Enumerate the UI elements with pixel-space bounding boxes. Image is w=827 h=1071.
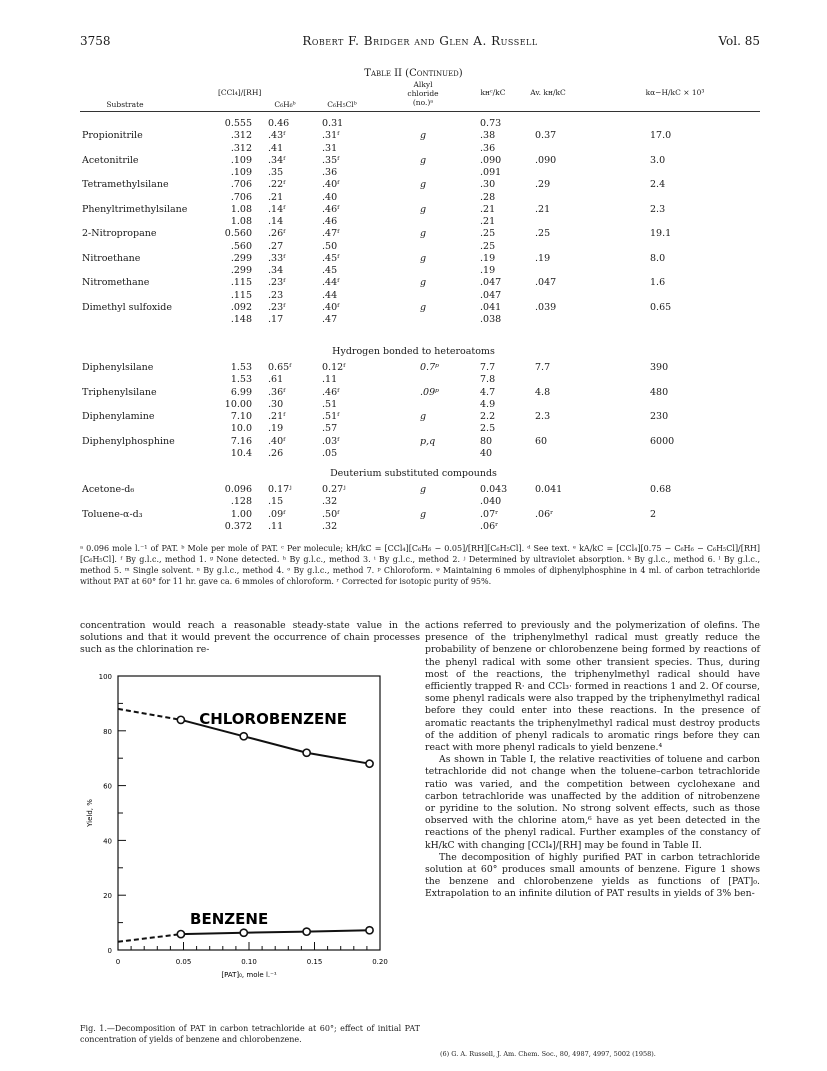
table-cell-ccl4: 10.0 xyxy=(230,423,252,435)
table-cell-ccl4: .115 xyxy=(230,277,252,289)
table-cell-av: 0.041 xyxy=(535,484,563,495)
table-cell-c6h6: .43ᶠ xyxy=(268,130,286,142)
table-cell-c6h6: .33ᶠ xyxy=(268,252,286,264)
table-rule xyxy=(80,111,760,112)
table-cell-ccl4: 1.08 xyxy=(230,203,252,215)
header-av: Av. kʜ/kC xyxy=(530,88,566,97)
table-cell-ka: 2.4 xyxy=(650,179,666,191)
table-cell-ccl4: .312 xyxy=(230,142,252,154)
table-cell-sub: Toluene-α-d₃ xyxy=(82,508,143,520)
table-cell-alk: g xyxy=(420,277,427,289)
table-cell-alk: p,q xyxy=(420,435,436,447)
table-cell-c6h6: .11 xyxy=(268,520,284,532)
data-point xyxy=(240,733,247,740)
table-cell-kh: 7.8 xyxy=(480,374,496,386)
paragraph-3: The decomposition of highly purified PAT in carbon tetrachloride solution at 60° produces small amounts of benzene. Figure 1 shows the benzene and chlorobenzene yields as functions of [PAT]₀. Extrapolation to an infinite dilution of PAT results in yields of 3% ben- xyxy=(425,851,760,900)
x-tick-label: 0 xyxy=(115,958,121,966)
table-cell-ka: 230 xyxy=(650,411,669,422)
table-cell-ccl4: 1.00 xyxy=(230,508,252,520)
table-cell-cl: .31 xyxy=(322,142,338,154)
table-cell-sub: Dimethyl sulfoxide xyxy=(82,301,173,313)
table-cell-kh: .25 xyxy=(480,240,496,252)
table-cell-ccl4: 1.08 xyxy=(230,216,252,227)
table-cell-ka: 0.68 xyxy=(650,484,672,495)
table-cell-cl: .05 xyxy=(322,447,338,459)
table-cell-alk: g xyxy=(420,301,427,313)
series-label: CHLOROBENZENE xyxy=(199,709,348,728)
table-cell-kh: 4.7 xyxy=(480,386,496,398)
table-cell-kh: .091 xyxy=(480,167,502,178)
table-cell-c6h6: .35 xyxy=(268,167,284,178)
table-cell-ka: 480 xyxy=(650,386,669,398)
table-cell-ccl4: .299 xyxy=(230,252,252,264)
table-cell-ka: 6000 xyxy=(650,435,675,447)
table-cell-cl: .45 xyxy=(322,265,338,276)
table-cell-ccl4: .148 xyxy=(230,314,252,325)
table-cell-cl: .46 xyxy=(322,216,338,227)
table-cell-c6h6: 0.65ᶠ xyxy=(268,362,292,373)
table-cell-c6h6: .19 xyxy=(268,423,284,435)
table-cell-kh: .047 xyxy=(480,277,502,289)
table-cell-ccl4: 0.096 xyxy=(224,484,252,495)
table-cell-kh: 4.9 xyxy=(480,398,496,410)
table-cell-sub: Triphenylsilane xyxy=(82,386,157,398)
table-cell-cl: .11 xyxy=(322,374,338,386)
table-cell-ccl4: 0.555 xyxy=(224,118,252,129)
table-cell-sub: Diphenylsilane xyxy=(82,362,154,373)
x-tick-label: 0.10 xyxy=(241,958,257,966)
data-point xyxy=(177,716,184,723)
header-ccl4-rh: [CCl₄]/[RH] xyxy=(218,88,262,97)
table-cell-cl: .31ᶠ xyxy=(322,130,340,142)
table-cell-ccl4: 7.16 xyxy=(230,435,252,447)
table-cell-kh: .28 xyxy=(480,191,496,203)
table-cell-kh: 80 xyxy=(480,435,493,447)
table-cell-kh: 40 xyxy=(480,447,493,459)
data-point xyxy=(177,931,184,938)
table-cell-c6h6: .21ᶠ xyxy=(268,411,286,422)
table-cell-c6h6: .09ᶠ xyxy=(268,508,286,520)
data-point xyxy=(366,927,373,934)
table-cell-kh: .07ʳ xyxy=(480,508,499,520)
data-point xyxy=(366,760,373,767)
table-cell-ccl4: .299 xyxy=(230,265,252,276)
header-substrate: Substrate xyxy=(106,100,144,109)
table-cell-ccl4: 10.4 xyxy=(230,447,252,459)
y-tick-label: 100 xyxy=(98,673,112,681)
table-cell-c6h6: .21 xyxy=(268,191,284,203)
x-tick-label: 0.05 xyxy=(175,958,192,966)
table-cell-ccl4: 6.99 xyxy=(230,386,252,398)
table-cell-c6h6: .26 xyxy=(268,447,284,459)
table-cell-ccl4: 7.10 xyxy=(230,411,252,422)
table-cell-c6h6: .23ᶠ xyxy=(268,301,286,313)
table-cell-ccl4: .560 xyxy=(230,240,252,252)
table-cell-ccl4: .115 xyxy=(230,289,252,301)
table-cell-c6h6: .36ᶠ xyxy=(268,386,286,398)
table-cell-alk: g xyxy=(420,154,427,166)
figure-caption: Fig. 1.—Decomposition of PAT in carbon tetrachloride at 60°; effect of initial PAT concentration of yields of benzene and chlorobenzene. xyxy=(80,1024,420,1044)
table-cell-kh: 2.5 xyxy=(480,423,496,435)
table-cell-sub: Diphenylamine xyxy=(82,411,155,422)
table-cell-c6h6: .61 xyxy=(268,374,284,386)
table-cell-av: .047 xyxy=(535,277,557,289)
table-cell-ccl4: .706 xyxy=(230,191,252,203)
table-cell-cl: .51ᶠ xyxy=(322,411,340,422)
table-cell-av: 0.37 xyxy=(535,130,557,142)
table-cell-cl: .47 xyxy=(322,314,338,325)
table-cell-c6h6: .22ᶠ xyxy=(268,179,286,191)
paragraph-1: actions referred to previously and the polymerization of olefins. The presence of the triphenylmethyl radical must greatly reduce the probability of benzene or chlorobenzene being formed by reactions of the phenyl radical with some other transient species. Thus, during most of the reactions, the triphenylmethyl radical should have efficiently trapped R· and CCl₃· formed in reactions 1 and 2. Of course, some phenyl radicals were also trapped by the triphenylmethyl radical before they could enter into these reactions. In the presence of aromatic reactants the triphenylmethyl radical must destroy products of the addition of phenyl radicals to aromatic rings before they can react with more phenyl radicals to yield benzene.⁴ xyxy=(425,620,760,754)
running-authors: Robert F. Bridger and Glen A. Russell xyxy=(302,34,538,48)
section-deuterium: Deuterium substituted compounds xyxy=(330,468,497,479)
table-cell-c6h6: 0.46 xyxy=(268,118,290,129)
y-tick-label: 40 xyxy=(103,837,112,846)
table-cell-ccl4: .092 xyxy=(230,301,252,313)
table-cell-ccl4: 0.372 xyxy=(224,520,252,532)
table-cell-kh: 0.043 xyxy=(480,484,508,495)
data-point xyxy=(303,749,310,756)
table-cell-ccl4: .109 xyxy=(230,154,252,166)
table-cell-ka: 1.6 xyxy=(650,277,666,289)
data-point xyxy=(240,929,247,936)
table-cell-ka: 2 xyxy=(650,508,657,520)
table-cell-alk: 0.7ᵖ xyxy=(420,362,439,373)
table-cell-ccl4: .706 xyxy=(230,179,252,191)
table-cell-c6h6: .14 xyxy=(268,216,284,227)
table-cell-kh: .30 xyxy=(480,179,496,191)
header-alkyl: Alkyl chloride (no.)ᵃ xyxy=(407,80,439,107)
series-line xyxy=(181,930,370,934)
table-cell-c6h6: .15 xyxy=(268,496,284,508)
table-cell-alk: g xyxy=(420,508,427,520)
table-cell-ccl4: .128 xyxy=(230,496,252,508)
page-number: 3758 xyxy=(80,34,111,48)
table-cell-cl: .44ᶠ xyxy=(322,277,340,289)
data-point xyxy=(303,928,310,935)
table-cell-ka: 17.0 xyxy=(650,130,672,142)
table-cell-cl: .45ᶠ xyxy=(322,252,340,264)
table-cell-kh: .21 xyxy=(480,203,496,215)
x-tick-label: 0.20 xyxy=(372,958,388,966)
table-cell-ka: 8.0 xyxy=(650,252,666,264)
y-tick-label: 20 xyxy=(103,892,112,901)
table-cell-ccl4: 1.53 xyxy=(230,362,252,373)
table-cell-ccl4: 10.00 xyxy=(224,398,252,410)
table-cell-c6h6: .23 xyxy=(268,289,284,301)
table-cell-sub: Propionitrile xyxy=(82,130,143,142)
table-cell-av: 7.7 xyxy=(535,362,551,373)
volume-label: Vol. 85 xyxy=(718,34,760,48)
table-cell-ka: 390 xyxy=(650,362,669,373)
table-cell-c6h6: .34ᶠ xyxy=(268,154,286,166)
table-cell-sub: Acetonitrile xyxy=(82,154,139,166)
table-cell-ka: 19.1 xyxy=(650,228,672,240)
table-cell-cl: .35ᶠ xyxy=(322,154,340,166)
table-cell-cl: .03ᶠ xyxy=(322,435,340,447)
table-cell-kh: .19 xyxy=(480,252,496,264)
page-header xyxy=(80,34,760,54)
extrapolation-line xyxy=(118,709,181,720)
table-cell-cl: .51 xyxy=(322,398,338,410)
table-cell-cl: .50ᶠ xyxy=(322,508,340,520)
table-cell-kh: .06ʳ xyxy=(480,520,499,532)
extrapolation-line xyxy=(118,934,181,942)
table-cell-kh: .038 xyxy=(480,314,502,325)
table-cell-cl: .40ᶠ xyxy=(322,179,340,191)
series-label: BENZENE xyxy=(190,910,269,929)
table-cell-alk: .09ᵖ xyxy=(420,386,439,398)
paragraph-2: As shown in Table I, the relative reactivities of toluene and carbon tetrachloride did not change when the toluene–carbon tetrachloride ratio was varied, and the competition between cyclohexane and carbon tetrachloride was unaffected by the addition of nitrobenzene or pyridine to the solution. No strong solvent effects, such as those observed with the chlorine atom,⁶ have as yet been detected in the reactions of the phenyl radical. Further examples of the constancy of kH/kC with changing [CCl₄]/[RH] may be found in Table II. xyxy=(425,754,760,851)
table-cell-av: .29 xyxy=(535,179,551,191)
table-cell-kh: .25 xyxy=(480,228,496,240)
table-cell-cl: .40ᶠ xyxy=(322,301,340,313)
header-c6h5cl: C₆H₅Clᵇ xyxy=(327,100,357,109)
table-cell-c6h6: 0.17ʲ xyxy=(268,484,292,495)
table-cell-cl: 0.12ᶠ xyxy=(322,362,346,373)
table-cell-sub: Tetramethylsilane xyxy=(82,179,169,191)
table-cell-av: .06ʳ xyxy=(535,508,554,520)
table-cell-cl: .40 xyxy=(322,191,338,203)
y-axis-label: Yield, % xyxy=(86,799,94,827)
table-cell-cl: .32 xyxy=(322,496,338,508)
left-column-text: concentration would reach a reasonable steady-state value in the solutions and that it would prevent the occurrence of chain processes such as the chlorination re- xyxy=(80,620,420,656)
table-cell-alk: g xyxy=(420,179,427,191)
table-cell-av: .19 xyxy=(535,252,551,264)
right-column-text xyxy=(425,620,760,901)
table-cell-cl: .44 xyxy=(322,289,338,301)
table-cell-kh: .090 xyxy=(480,154,502,166)
table-cell-alk: g xyxy=(420,411,427,422)
table-cell-c6h6: .23ᶠ xyxy=(268,277,286,289)
table-cell-cl: .36 xyxy=(322,167,338,178)
table-cell-c6h6: .40ᶠ xyxy=(268,435,286,447)
table-cell-alk: g xyxy=(420,252,427,264)
table-cell-c6h6: .14ᶠ xyxy=(268,203,286,215)
table-cell-alk: g xyxy=(420,228,427,240)
header-kalpha: kα−H/kC × 10³ xyxy=(645,88,705,97)
table-cell-kh: .38 xyxy=(480,130,496,142)
table-cell-av: 60 xyxy=(535,435,548,447)
table-cell-c6h6: .26ᶠ xyxy=(268,228,286,240)
table-cell-kh: .19 xyxy=(480,265,496,276)
table-cell-ka: 3.0 xyxy=(650,154,666,166)
table-cell-ccl4: .312 xyxy=(230,130,252,142)
table-cell-kh: 0.73 xyxy=(480,118,502,129)
table-cell-cl: 0.27ʲ xyxy=(322,484,346,495)
table-cell-ccl4: 0.560 xyxy=(224,228,252,240)
table-cell-av: .090 xyxy=(535,154,557,166)
table-cell-sub: 2-Nitropropane xyxy=(82,228,157,240)
table-cell-cl: .46ᶠ xyxy=(322,386,340,398)
table-cell-cl: .47ᶠ xyxy=(322,228,340,240)
table-cell-kh: .047 xyxy=(480,289,502,301)
y-tick-label: 60 xyxy=(103,782,112,791)
table-cell-sub: Phenyltrimethylsilane xyxy=(82,203,188,215)
table-cell-c6h6: .30 xyxy=(268,398,284,410)
table-cell-av: .21 xyxy=(535,203,551,215)
header-kh-kc: kʜᶜ/kC xyxy=(480,88,506,97)
figure-1-chart xyxy=(80,668,420,1020)
table-cell-cl: .50 xyxy=(322,240,338,252)
table-cell-c6h6: .27 xyxy=(268,240,284,252)
table-cell-cl: .57 xyxy=(322,423,338,435)
table-cell-kh: .040 xyxy=(480,496,502,508)
table-cell-kh: 7.7 xyxy=(480,362,496,373)
table-cell-ka: 0.65 xyxy=(650,301,672,313)
table-cell-cl: .46ᶠ xyxy=(322,203,340,215)
table-cell-cl: 0.31 xyxy=(322,118,344,129)
table-cell-sub: Nitromethane xyxy=(82,277,150,289)
table-cell-ccl4: .109 xyxy=(230,167,252,178)
table-cell-cl: .32 xyxy=(322,520,338,532)
table-cell-av: 4.8 xyxy=(535,386,551,398)
table-cell-alk: g xyxy=(420,203,427,215)
table-cell-kh: .21 xyxy=(480,216,496,227)
table-cell-c6h6: .34 xyxy=(268,265,284,276)
table-cell-ccl4: 1.53 xyxy=(230,374,252,386)
table-cell-c6h6: .41 xyxy=(268,142,284,154)
table-cell-alk: g xyxy=(420,484,427,495)
table-cell-sub: Diphenylphosphine xyxy=(82,435,175,447)
y-tick-label: 80 xyxy=(103,727,112,736)
table-cell-sub: Nitroethane xyxy=(82,252,141,264)
table-cell-sub: Acetone-d₆ xyxy=(82,484,135,495)
table-cell-av: .039 xyxy=(535,301,557,313)
table-cell-av: 2.3 xyxy=(535,411,551,422)
y-tick-label: 0 xyxy=(107,947,112,955)
table-cell-ka: 2.3 xyxy=(650,203,666,215)
table-cell-av: .25 xyxy=(535,228,551,240)
x-tick-label: 0.15 xyxy=(306,958,323,966)
section-hydrogen-bonded: Hydrogen bonded to heteroatoms xyxy=(332,346,495,357)
reference-6: (6) G. A. Russell, J. Am. Chem. Soc., 80, 4987, 4997, 5002 (1958). xyxy=(440,1050,656,1058)
table-caption: Table II (Continued) xyxy=(364,68,463,79)
table-footnotes: ᵃ 0.096 mole l.⁻¹ of PAT. ᵇ Mole per mole of PAT. ᶜ Per molecule; kH/kC = [CCl₄][C₆H₆ − 0.05]/[RH][C₆H₅Cl]. ᵈ See text. ᵉ kA/kC = [CCl₄][0.75 − C₆H₆ − C₆H₅Cl]/[RH][C₆H₅Cl]. ᶠ By g.l.c., method 1. ᵍ None detected. ʰ By g.l.c., method 3. ⁱ By g.l.c., method 2. ʲ Determined by ultraviolet absorption. ᵏ By g.l.c., method 6. ˡ By g.l.c., method 5. ᵐ Single solvent. ⁿ By g.l.c., method 4. ᵒ By g.l.c., method 7. ᵖ Chloroform. ᵠ Maintaining 6 mmoles of diphenylphosphine in 4 ml. of carbon tetrachloride without PAT at 60° for 11 hr. gave ca. 6 mmoles of chloroform. ʳ Corrected for isotopic purity of 95%. xyxy=(80,544,760,586)
table-cell-c6h6: .17 xyxy=(268,314,284,325)
table-cell-kh: .36 xyxy=(480,142,496,154)
table-cell-kh: 2.2 xyxy=(480,411,496,422)
x-axis-label: [PAT]₀, mole l.⁻¹ xyxy=(221,971,277,979)
header-c6h6: C₆H₆ᵇ xyxy=(274,100,296,109)
table-cell-alk: g xyxy=(420,130,427,142)
table-cell-kh: .041 xyxy=(480,301,502,313)
